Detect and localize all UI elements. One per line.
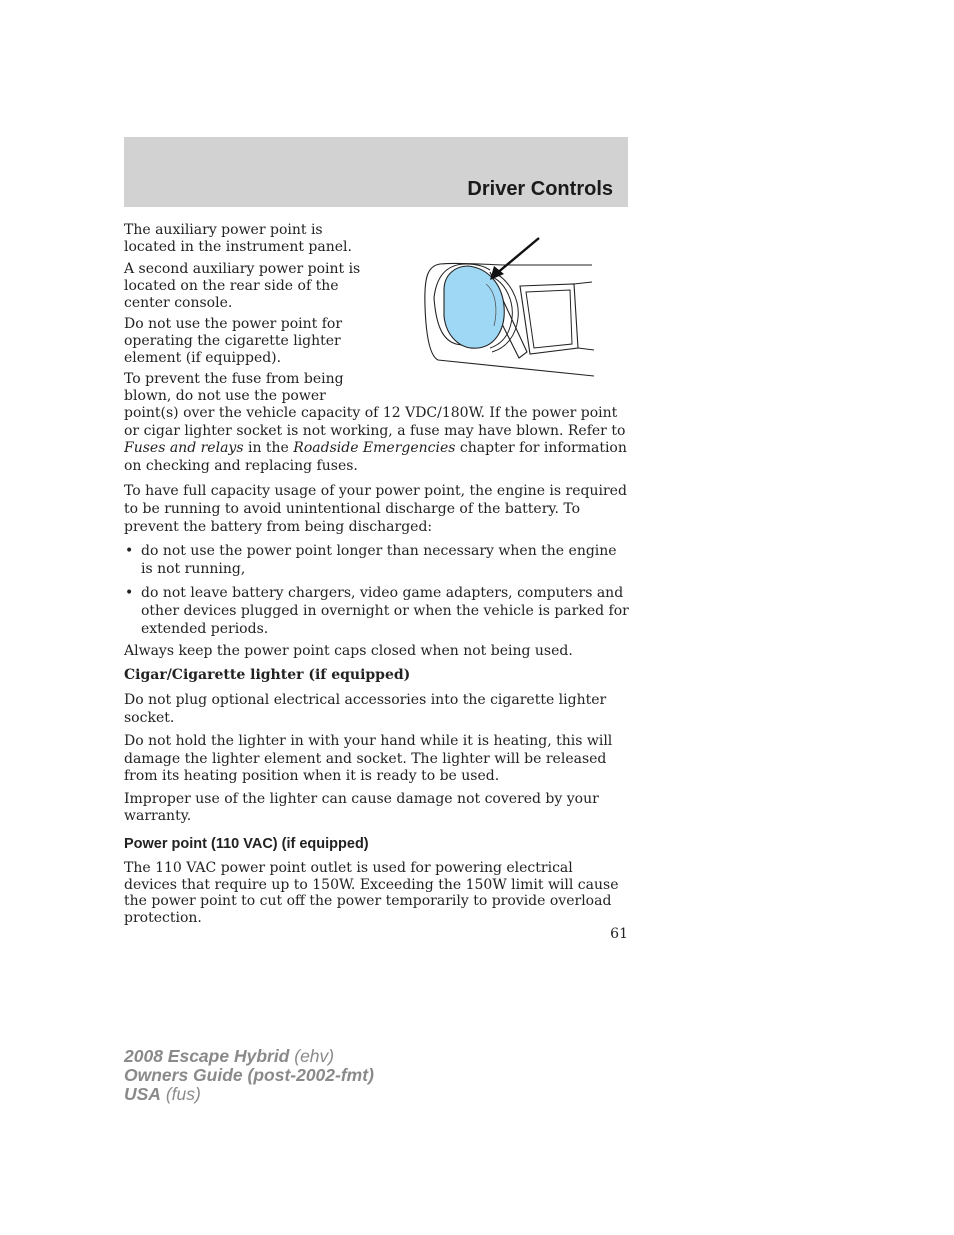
list-item	[124, 584, 629, 638]
bullet-text: do not leave battery chargers, video game adapters, computers and other devices plugged in overnight or when the vehicle is parked for extended periods.	[141, 585, 629, 637]
footer-line-guide	[124, 1066, 374, 1085]
fuse-detail-end: chapter for information on checking and replacing fuses.	[124, 440, 627, 474]
fuse-detail-text: point(s) over the vehicle capacity of 12 VDC/180W. If the power point or cigar lighter socket is not working, a fuse may have blown. Refer to	[124, 405, 626, 439]
footer-guide: Owners Guide (post-2002-fmt)	[124, 1065, 374, 1085]
paragraph-no-accessories: Do not plug optional electrical accessories into the cigarette lighter socket.	[124, 692, 607, 726]
bullet-list	[124, 542, 629, 638]
footer-line-market	[124, 1085, 374, 1104]
power-point-110-heading: Power point (110 VAC) (if equipped)	[124, 836, 369, 852]
footer-model-code: (ehv)	[294, 1046, 335, 1066]
power-point-cap-icon	[420, 236, 598, 378]
paragraph-keep-caps-closed: Always keep the power point caps closed when not being used.	[124, 643, 573, 659]
paragraph-fuse-detail	[124, 405, 629, 475]
document-footer	[124, 1047, 374, 1104]
paragraph-full-capacity: To have full capacity usage of your power point, the engine is required to be running to avoid unintentional discharge of the battery. To prevent the battery from being discharged:	[124, 483, 627, 535]
footer-market: USA	[124, 1084, 161, 1104]
list-item	[124, 542, 629, 578]
roadside-emergencies-reference: Roadside Emergencies	[293, 440, 456, 456]
bullet-text: do not use the power point longer than necessary when the engine is not running,	[141, 543, 617, 577]
fuse-detail-mid: in the	[247, 440, 289, 456]
footer-line-model	[124, 1047, 374, 1066]
bullet-dot: •	[125, 543, 134, 559]
paragraph-110-vac: The 110 VAC power point outlet is used for powering electrical devices that require up to 150W. Exceeding the 150W limit will cause the power point to cut off the power temporarily to provide overload protection.	[124, 860, 619, 926]
paragraph-second-point: A second auxiliary power point is located on the rear side of the center console.	[124, 261, 361, 311]
paragraph-improper-use: Improper use of the lighter can cause damage not covered by your warranty.	[124, 791, 599, 824]
footer-market-code: (fus)	[165, 1084, 201, 1104]
paragraph-no-lighter: Do not use the power point for operating the cigarette lighter element (if equipped).	[124, 316, 343, 366]
chapter-title: Driver Controls	[467, 178, 613, 200]
bullet-dot: •	[125, 585, 134, 601]
fuses-relays-reference: Fuses and relays	[124, 440, 244, 456]
paragraph-do-not-hold: Do not hold the lighter in with your hand while it is heating, this will damage the lighter element and socket. The lighter will be released from its heating position when it is ready to be used.	[124, 733, 613, 784]
paragraph-location: The auxiliary power point is located in the instrument panel.	[124, 222, 352, 255]
footer-model: 2008 Escape Hybrid	[124, 1046, 290, 1066]
paragraph-fuse-intro: To prevent the fuse from being blown, do not use the power	[124, 371, 344, 404]
chapter-header-band	[124, 137, 628, 207]
cigar-lighter-heading: Cigar/Cigarette lighter (if equipped)	[124, 667, 411, 683]
page-number: 61	[610, 926, 628, 942]
